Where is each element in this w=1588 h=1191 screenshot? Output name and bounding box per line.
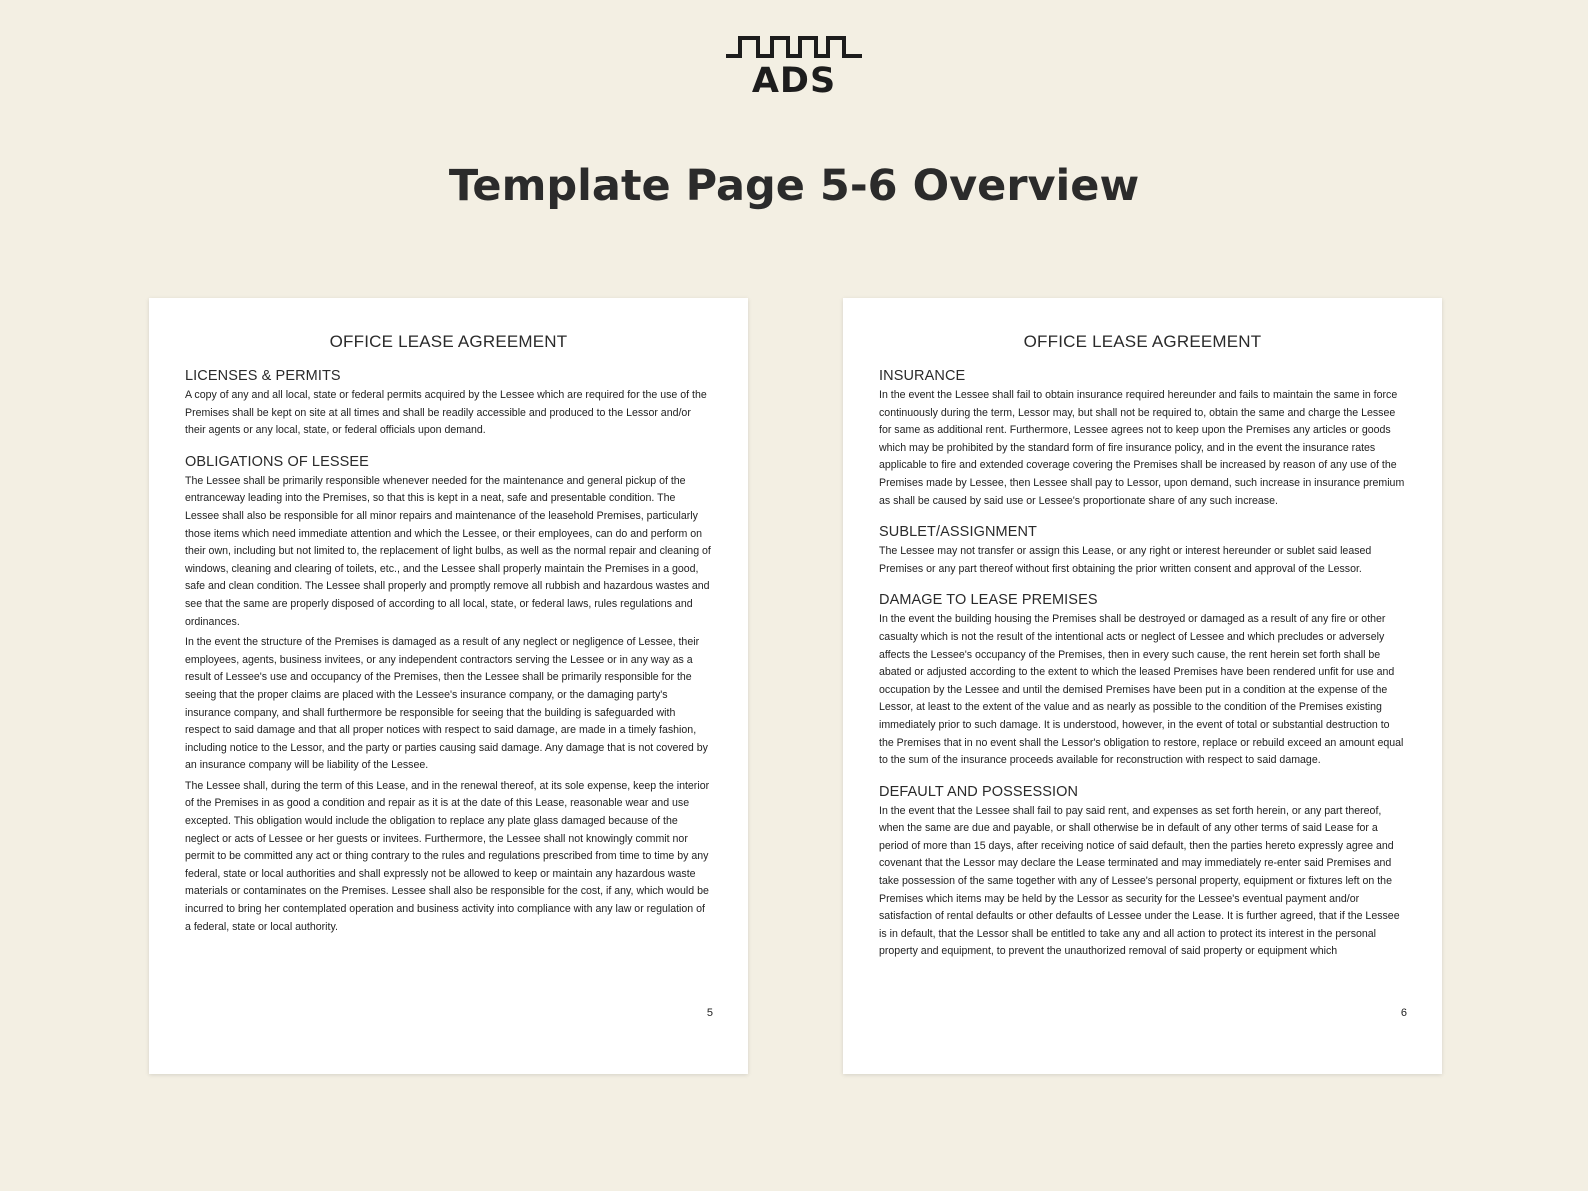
section-licenses-permits (185, 366, 712, 440)
logo-wave-icon (724, 34, 864, 62)
page-number: 6 (1400, 1007, 1407, 1019)
paragraph: In the event the structure of the Premises is damaged as a result of any neglect or negligence of Lessee, their employees, agents, business invitees, or any independent contractors serving the Lessee or in any way as a result of Lessee's use and occupancy of the Premises, then the Lessee shall be primarily responsible for the seeing that the proper claims are placed with the Lessee's insurance company, or the damaging party's insurance company, and shall furthermore be responsible for seeing that the building is safeguarded with respect to said damage and that all proper notices with respect to said damage, are made in a timely fashion, including notice to the Lessor, and the party or parties causing said damage. Any damage that is not covered by an insurance company will be liability of the Lessee. (185, 636, 708, 772)
section-obligations-of-lessee (185, 452, 712, 936)
section-heading: INSURANCE (879, 368, 966, 384)
section-heading: DAMAGE TO LEASE PREMISES (879, 592, 1098, 609)
paragraph: A copy of any and all local, state or federal permits acquired by the Lessee which are required for the use of the Premises shall be kept on site at all times and shall be readily accessible and produced to the Lessor and/or their agents or any local, state, or federal officials upon demand. (185, 389, 707, 437)
paragraph: In the event that the Lessee shall fail to pay said rent, and expenses as set forth herein, or any part thereof, when the same are due and payable, or shall otherwise be in default of any other terms of said Lease for a period of more than 15 days, after receiving notice of said default, then the parties hereto expressly agree and covenant that the Lessor may declare the Lease terminated and may immediately re-enter said Premises and take possession of the same together with any of Lessee's personal property, equipment or fixtures left on the Premises which items may be held by the Lessor as security for the Lessee's eventual payment and/or satisfaction of rental defaults or other defaults of Lessee under the Lease. It is further agreed, that if the Lessee is in default, that the Lessor shall be entitled to take any and all action to protect its interest in the personal property and equipment, to prevent the unauthorized removal of said property or equipment which (879, 804, 1400, 958)
section-insurance (879, 366, 1406, 510)
paragraph: The Lessee may not transfer or assign this Lease, or any right or interest hereunder or sublet said leased Premises or any part thereof without first obtaining the prior written consent and approval of the Lessor. (879, 545, 1372, 575)
section-heading: DEFAULT AND POSSESSION (879, 783, 1079, 800)
section-heading: OBLIGATIONS OF LESSEE (185, 453, 369, 470)
page-title: Template Page 5-6 Overview (448, 161, 1140, 211)
paragraph: In the event the Lessee shall fail to obtain insurance required hereunder and fails to maintain the same in force continuously during the term, Lessor may, but shall not be required to, obtain the same and charge the Lessee for same as additional rent. Furthermore, Lessee agrees not to keep upon the Premises any articles or goods which may be prohibited by the standard form of fire insurance policy, and in the event the insurance rates applicable to fire and extended coverage covering the Premises shall be increased by reason of any use of the Premises made by Lessee, then Lessee shall pay to Lessor, upon demand, such increase in insurance premium as shall be caused by said use or Lessee's proportionate share of any such increase. (879, 389, 1405, 507)
doc-title: OFFICE LEASE AGREEMENT (1023, 332, 1262, 351)
logo-text: ADS (751, 61, 837, 101)
doc-title: OFFICE LEASE AGREEMENT (329, 332, 568, 351)
section-damage-to-lease-premises (879, 590, 1406, 769)
paragraph: The Lessee shall, during the term of this Lease, and in the renewal thereof, at its sole expense, keep the interior of the Premises in as good a condition and repair as it is at the date of this Lease, reasonable wear and use excepted. This obligation would include the obligation to replace any plate glass damaged because of the neglect or acts of Lessee or her guests or invitees. Furthermore, the Lessee shall not knowingly commit nor permit to be committed any act or thing contrary to the rules and regulations prescribed from time to time by any federal, state or local authorities and shall expressly not be allowed to keep or maintain any hazardous waste materials or contaminates on the Premises. Lessee shall also be responsible for the cost, if any, which would be incurred to bring her contemplated operation and business activity into compliance with any law or regulation of a federal, state or local authority. (185, 779, 710, 933)
document-page-5 (149, 298, 748, 1074)
paragraph: In the event the building housing the Premises shall be destroyed or damaged as a result of any fire or other casualty which is not the result of the intentional acts or neglect of Lessee and which precludes or adversely affects the Lessee's occupancy of the Premises, then in every such cause, the rent herein set forth shall be abated or adjusted according to the extent to which the leased Premises have been rendered unfit for use and occupation by the Lessee and until the demised Premises have been put in a condition at the expense of the Lessor, at least to the extent of the value and as nearly as possible to the condition of the Premises existing immediately prior to such damage. It is understood, however, in the event of total or substantial destruction to the Premises that in no event shall the Lessor's obligation to restore, replace or rebuild exceed an amount equal to the sum of the insurance proceeds available for reconstruction with respect to said damage. (879, 613, 1404, 767)
page-number: 5 (706, 1007, 713, 1019)
section-heading: SUBLET/ASSIGNMENT (879, 524, 1038, 541)
section-sublet-assignment (879, 522, 1406, 578)
section-heading: LICENSES & PERMITS (185, 368, 341, 384)
section-default-and-possession (879, 782, 1406, 961)
paragraph: The Lessee shall be primarily responsible whenever needed for the maintenance and general pickup of the entranceway leading into the Premises, so that this is kept in a neat, safe and presentable condition. The Lessee shall also be responsible for all minor repairs and maintenance of the leasehold Premises, particularly those items which need immediate attention and which the Lessee, or their employees, can do and perform on their own, including but not limited to, the replacement of light bulbs, as well as the normal repair and cleaning of windows, cleaning and clearing of toilets, etc., and the Lessee shall properly maintain the Premises in a good, safe and clean condition. The Lessee shall properly and promptly remove all rubbish and hazardous wastes and see that the same are properly disposed of according to all local, state, or federal laws, rules regulations and ordinances. (185, 474, 711, 628)
document-page-6 (843, 298, 1442, 1074)
brand-logo (724, 34, 864, 104)
